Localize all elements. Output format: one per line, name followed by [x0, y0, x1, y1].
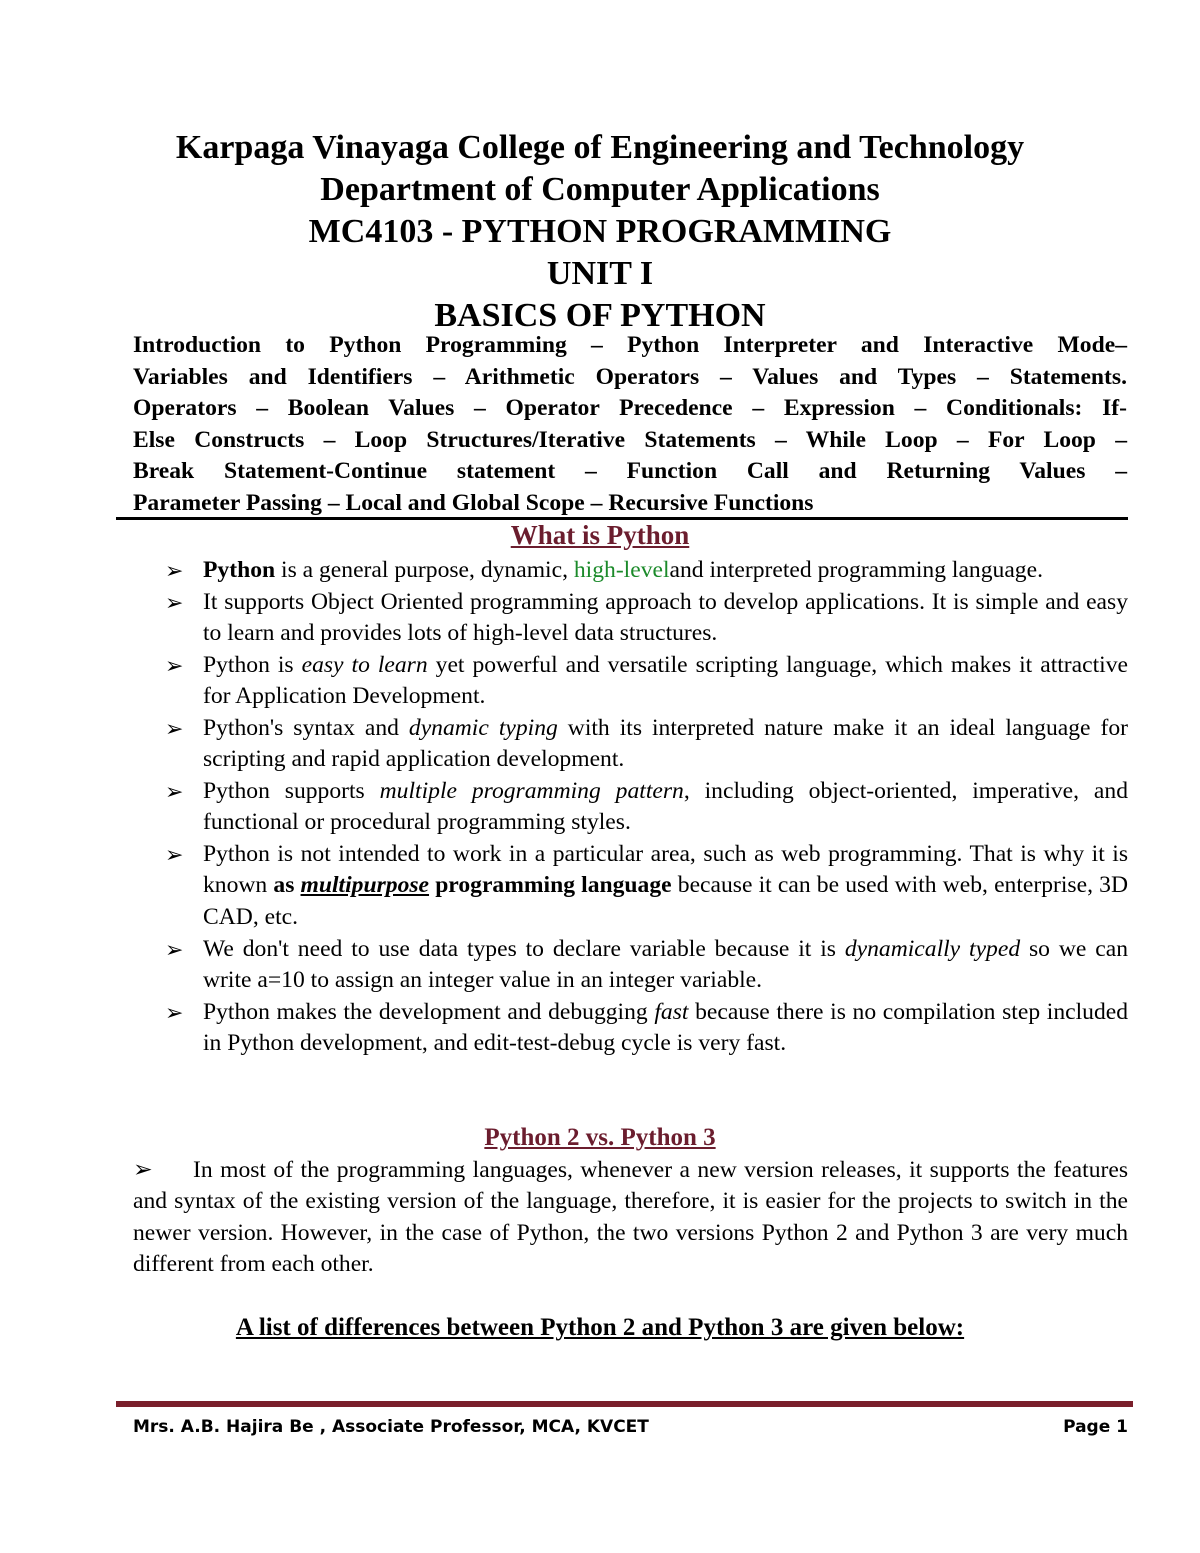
text-span: yet powerful and versatile scripting language, which makes it attractive for Application Development. [203, 651, 1128, 710]
text-span: Python's syntax and [203, 714, 409, 741]
course-title: MC4103 - PYTHON PROGRAMMING [308, 213, 892, 250]
italic-term: easy to learn [301, 651, 428, 678]
italic-term: fast [654, 998, 689, 1025]
heading-differences-list: A list of differences between Python 2 and Python 3 are given below: [235, 1314, 965, 1341]
syllabus-line: Variables and Identifiers – Arithmetic Operators – Values and Types – Statements. [133, 363, 1127, 390]
text-span: In most of the programming languages, whenever a new version releases, it supports the features and syntax of the existing version of the language, therefore, it is easier for the projects to switch in the newer version. However, in the case of Python, the two versions Python 2 and Python 3 are very much different from each other. [133, 1157, 1128, 1277]
text-span: , including object-oriented, imperative, and functional or procedural programming styles. [203, 778, 1129, 836]
text-span: because it can be used with web, enterprise, 3D CAD, etc. [203, 872, 1128, 930]
arrow-bullet-icon: ➢ [165, 842, 184, 868]
heading-what-is-python: What is Python [510, 520, 690, 550]
italic-term: multiple programming pattern [379, 778, 684, 805]
italic-term: dynamically typed [844, 935, 1021, 962]
college-name: Karpaga Vinayaga College of Engineering and Technology [175, 129, 1025, 166]
list-item [165, 997, 1128, 1060]
syllabus-line: Parameter Passing – Local and Global Scope – Recursive Functions [133, 489, 814, 516]
syllabus-topics [133, 330, 1127, 519]
heading-python2-vs-python3: Python 2 vs. Python 3 [484, 1124, 716, 1151]
bold-italic-term: multipurpose [300, 872, 430, 899]
syllabus-line: Operators – Boolean Values – Operator Precedence – Expression – Conditionals: If- [133, 395, 1127, 421]
highlight-term: high-level [573, 557, 670, 583]
title-block [0, 127, 1200, 337]
text-span: It supports Object Oriented programming approach to develop applications. It is simple and easy to learn and provides lots of high-level data structures. [203, 588, 1128, 647]
list-item [165, 555, 1128, 586]
list-item [165, 776, 1128, 839]
arrow-bullet-icon: ➢ [165, 779, 184, 805]
python-versions-paragraph [133, 1155, 1128, 1280]
text-span: so we can write a=10 to assign an integer value in an integer variable. [203, 935, 1128, 993]
list-item [165, 587, 1128, 650]
bold-term: Python [203, 557, 276, 583]
text-span: with its interpreted nature make it an ideal language for scripting and rapid application development. [203, 714, 1128, 773]
arrow-bullet-icon: ➢ [165, 558, 184, 583]
arrow-bullet-icon: ➢ [165, 652, 184, 678]
text-span: because there is no compilation step included in Python development, and edit-test-debug cycle is very fast. [203, 998, 1129, 1056]
list-item [165, 839, 1128, 933]
arrow-bullet-icon: ➢ [165, 936, 184, 962]
text-span: We don't need to use data types to declare variable because it is [203, 935, 845, 962]
arrow-bullet-icon: ➢ [133, 1157, 153, 1183]
list-item [165, 650, 1128, 713]
list-item [165, 934, 1128, 997]
syllabus-line: Introduction to Python Programming – Python Interpreter and Interactive Mode– [133, 332, 1127, 358]
footer-author: Mrs. A.B. Hajira Be , Associate Professor, MCA, KVCET [133, 1417, 649, 1437]
unit-number: UNIT I [546, 255, 654, 292]
footer-divider [116, 1401, 1133, 1407]
text-span: Python is not intended to work in a particular area, such as web programming. That is why it is known [203, 841, 1128, 899]
bold-term: as [273, 872, 301, 899]
text-span: Python supports [203, 778, 380, 805]
syllabus-line: Break Statement-Continue statement – Function Call and Returning Values – [133, 458, 1127, 484]
arrow-bullet-icon: ➢ [165, 589, 184, 615]
syllabus-line: Else Constructs – Loop Structures/Iterative Statements – While Loop – For Loop – [133, 426, 1127, 453]
page-number: Page 1 [1063, 1417, 1128, 1437]
text-span: Python makes the development and debugging [203, 998, 655, 1025]
arrow-bullet-icon: ➢ [165, 999, 184, 1025]
text-span: is a general purpose, dynamic, [275, 557, 574, 583]
list-item [165, 713, 1128, 776]
bold-term: programming language [429, 872, 672, 899]
text-span: and interpreted programming language. [669, 557, 1043, 583]
what-is-python-list [165, 555, 1128, 1060]
unit-title: BASICS OF PYTHON [434, 297, 766, 334]
arrow-bullet-icon: ➢ [165, 715, 184, 741]
text-span: Python is [203, 651, 302, 678]
italic-term: dynamic typing [408, 714, 558, 741]
department-name: Department of Computer Applications [320, 171, 880, 208]
